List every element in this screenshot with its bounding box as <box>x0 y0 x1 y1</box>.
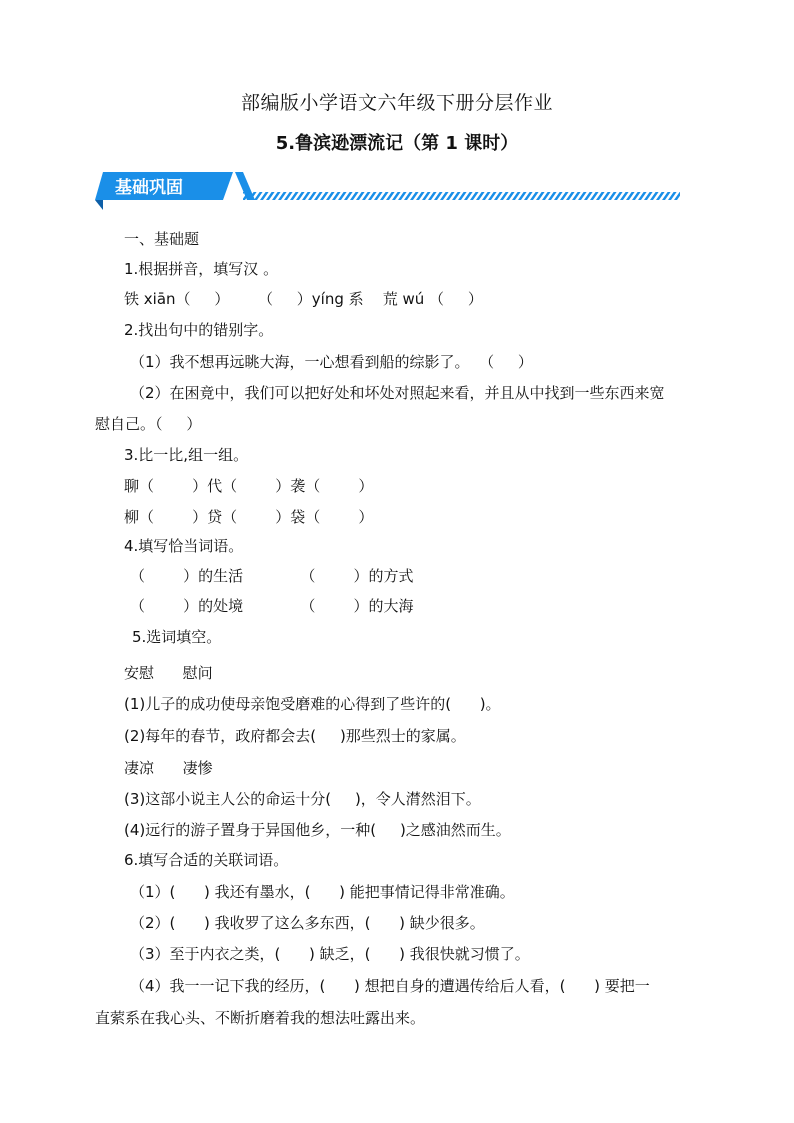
q2-item2: （2）在困竟中，我们可以把好处和坏处对照起来看，并且从中找到一些东西来宽 <box>130 384 665 402</box>
q5-title: 5.选词填空。 <box>132 628 222 646</box>
section-banner <box>95 170 680 210</box>
q5-sentence-3: (3)这部小说主人公的命运十分( )，令人潸然泪下。 <box>124 790 481 808</box>
banner-hatch <box>243 192 680 200</box>
q5-sentence-2: (2)每年的春节，政府都会去( )那些烈士的家属。 <box>124 727 466 745</box>
banner-label: 基础巩固 <box>115 178 183 198</box>
q1-line: 铁 xiān（ ） （ ）yíng 系 荒 wú （ ） <box>124 290 483 308</box>
banner-tab-fold <box>95 200 103 210</box>
q6-sentence-2: （2）( ) 我收罗了这么多东西，( ) 缺少很多。 <box>130 914 485 932</box>
q6-sentence-4: （4）我一一记下我的经历，( ) 想把自身的遭遇传给后人看，( ) 要把一 <box>130 977 650 995</box>
q4-row2: （ ）的处境 （ ）的大海 <box>130 597 414 615</box>
q5-sentence-4: (4)远行的游子置身于异国他乡，一种( )之感油然而生。 <box>124 821 511 839</box>
lesson-title: 5.鲁滨逊漂流记（第 1 课时） <box>275 133 519 154</box>
page-title: 部编版小学语文六年级下册分层作业 <box>240 92 553 114</box>
q3-row2: 柳（ ）贷（ ）袋（ ） <box>124 508 374 526</box>
q6-title: 6.填写合适的关联词语。 <box>124 851 289 869</box>
q1-title: 1.根据拼音，填写汉 。 <box>124 260 279 278</box>
q5-sentence-1: (1)儿子的成功使母亲饱受磨难的心得到了些许的( )。 <box>124 695 501 713</box>
q6-sentence-3: （3）至于内衣之类，( ) 缺乏，( ) 我很快就习惯了。 <box>130 945 530 963</box>
section-heading: 一、基础题 <box>124 230 200 248</box>
q2-item2-cont: 慰自己。（ ） <box>95 415 202 433</box>
q5-word-pair-2: 凄凉 凄惨 <box>124 759 213 777</box>
q2-item1: （1）我不想再远眺大海，一心想看到船的综影了。 （ ） <box>130 353 533 371</box>
q3-title: 3.比一比,组一组。 <box>124 446 249 464</box>
q6-sentence-1: （1）( ) 我还有墨水，( ) 能把事情记得非常准确。 <box>130 883 515 901</box>
q6-sentence-4-cont: 直萦系在我心头、不断折磨着我的想法吐露出来。 <box>95 1009 426 1027</box>
q5-word-pair-1: 安慰 慰问 <box>124 664 213 682</box>
q4-title: 4.填写恰当词语。 <box>124 537 244 555</box>
q3-row1: 聊（ ）代（ ）袭（ ） <box>124 477 374 495</box>
q4-row1: （ ）的生活 （ ）的方式 <box>130 567 414 585</box>
q2-title: 2.找出句中的错别字。 <box>124 321 274 339</box>
